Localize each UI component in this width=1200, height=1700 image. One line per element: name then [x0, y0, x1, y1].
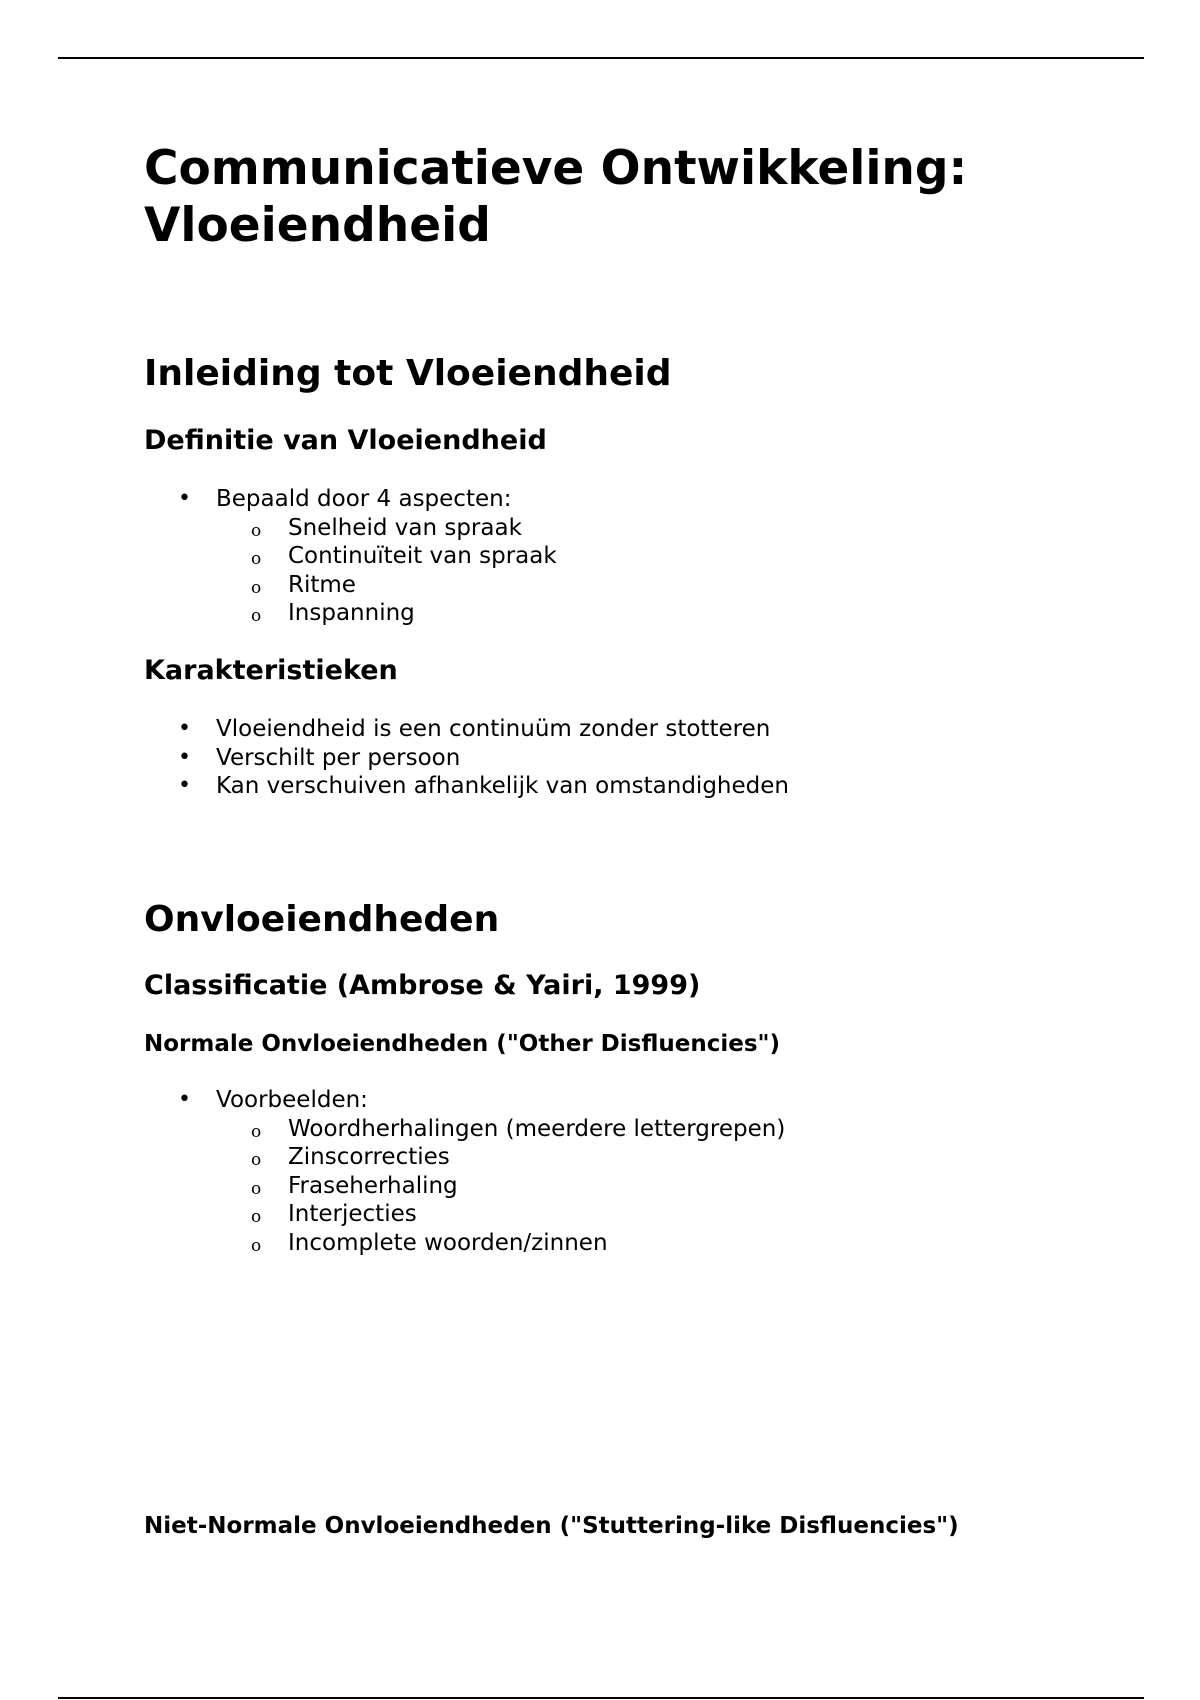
- circle-bullet-icon: o: [251, 577, 262, 598]
- list-item: [144, 744, 789, 773]
- sublist-item-text: Zinscorrecties: [288, 1144, 450, 1170]
- list-item-text: Verschilt per persoon: [216, 744, 461, 771]
- sublist-item: [216, 1229, 785, 1258]
- sublist-item-text: Continuïteit van spraak: [288, 543, 557, 569]
- list-item-text: Kan verschuiven afhankelijk van omstandigheden: [216, 773, 789, 799]
- sublist-item: [216, 1200, 785, 1229]
- sublist-item: [216, 1172, 785, 1201]
- circle-bullet-icon: o: [251, 1235, 262, 1256]
- aspects-sublist: [216, 514, 557, 628]
- list-item-text: Bepaald door 4 aspecten:: [216, 486, 512, 512]
- definition-list: [144, 485, 557, 628]
- list-item: [144, 772, 789, 801]
- list-item: [144, 1086, 785, 1257]
- subheading-normale-onvloeiendheden: Normale Onvloeiendheden ("Other Disfluencies"): [144, 1031, 781, 1057]
- list-item-text: Vloeiendheid is een continuüm zonder stotteren: [216, 716, 771, 742]
- characteristics-list: [144, 715, 789, 801]
- circle-bullet-icon: o: [251, 1121, 262, 1142]
- bullet-icon: •: [178, 716, 191, 741]
- sublist-item: [216, 599, 557, 628]
- sublist-item: [216, 1143, 785, 1172]
- bullet-icon: •: [178, 486, 191, 511]
- sublist-item-text: Woordherhalingen (meerdere lettergrepen): [288, 1115, 786, 1142]
- circle-bullet-icon: o: [251, 520, 262, 541]
- subheading-karakteristieken: Karakteristieken: [144, 655, 398, 686]
- subheading-classificatie: Classificatie (Ambrose & Yairi, 1999): [144, 970, 701, 1001]
- sublist-item-text: Ritme: [288, 571, 356, 598]
- list-item-text: Voorbeelden:: [216, 1087, 368, 1113]
- normal-disfluencies-list: [144, 1086, 785, 1257]
- top-rule: [58, 57, 1144, 59]
- bottom-rule: [58, 1697, 1144, 1699]
- subheading-definitie: Definitie van Vloeiendheid: [144, 425, 547, 456]
- bullet-icon: •: [178, 1087, 191, 1112]
- sublist-item: [216, 571, 557, 600]
- sublist-item: [216, 514, 557, 543]
- bullet-icon: •: [178, 744, 191, 770]
- sublist-item-text: Fraseherhaling: [288, 1172, 458, 1199]
- subheading-niet-normale-onvloeiendheden: Niet-Normale Onvloeiendheden ("Stuttering-like Disfluencies"): [144, 1513, 959, 1539]
- document-title: Communicatieve Ontwikkeling: Vloeiendheid: [144, 141, 968, 253]
- sublist-item-text: Incomplete woorden/zinnen: [288, 1229, 608, 1256]
- list-item: [144, 715, 789, 744]
- circle-bullet-icon: o: [251, 1150, 262, 1170]
- sublist-item-text: Interjecties: [288, 1201, 417, 1227]
- sublist-item: [216, 542, 557, 571]
- bullet-icon: •: [178, 773, 191, 798]
- circle-bullet-icon: o: [251, 1207, 262, 1227]
- list-item: [144, 485, 557, 628]
- section-heading-inleiding: Inleiding tot Vloeiendheid: [144, 353, 672, 394]
- circle-bullet-icon: o: [251, 549, 262, 569]
- examples-sublist: [216, 1115, 785, 1258]
- sublist-item-text: Inspanning: [288, 600, 415, 626]
- section-heading-onvloeiendheden: Onvloeiendheden: [144, 899, 500, 940]
- sublist-item-text: Snelheid van spraak: [288, 514, 522, 541]
- sublist-item: [216, 1115, 785, 1144]
- circle-bullet-icon: o: [251, 606, 262, 626]
- circle-bullet-icon: o: [251, 1178, 262, 1199]
